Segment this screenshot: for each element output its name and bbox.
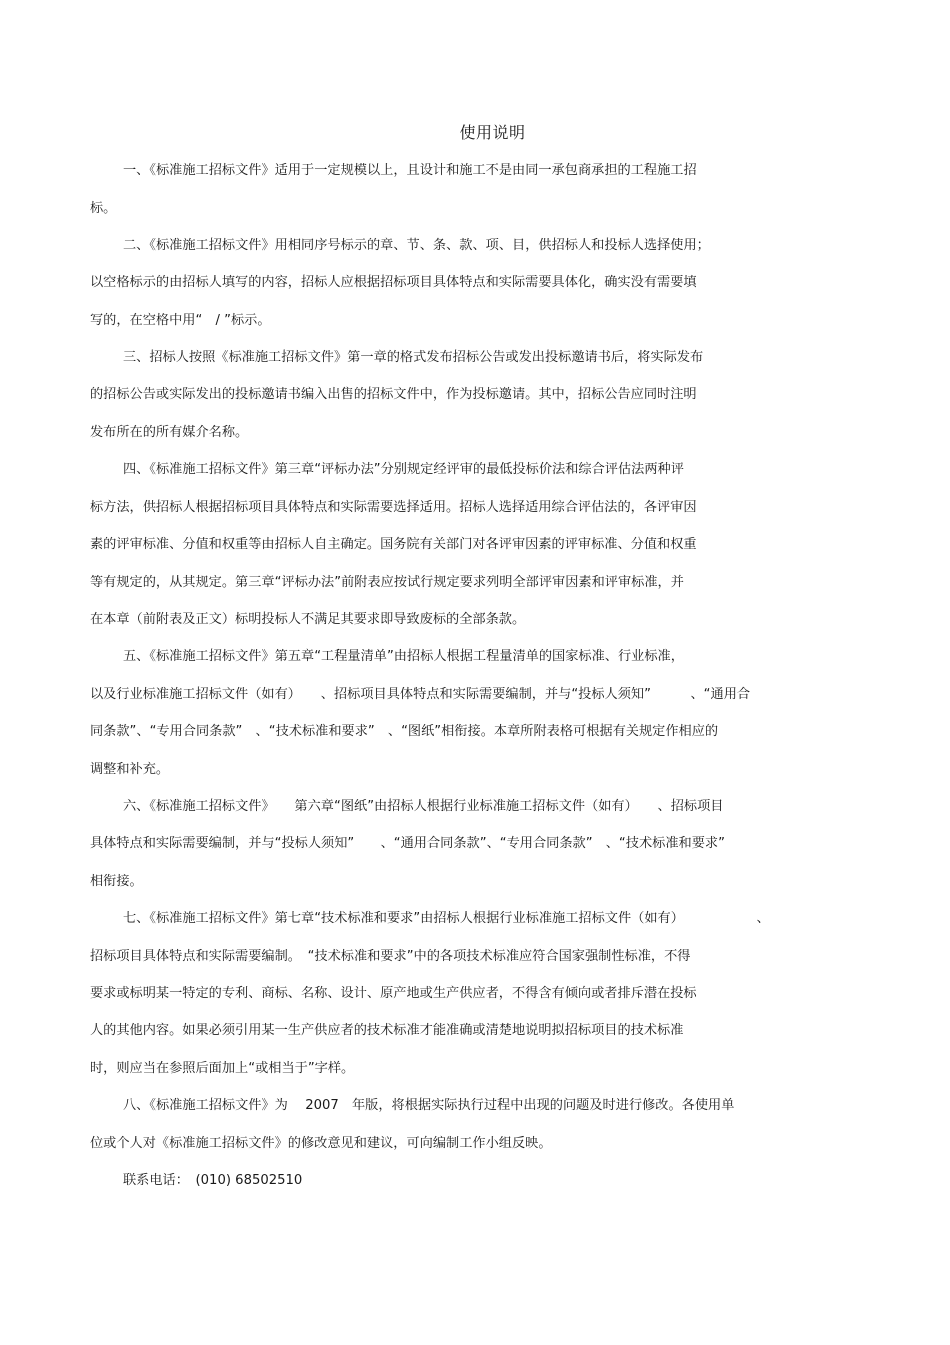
text-line: 的招标公告或实际发出的投标邀请书编入出售的招标文件中，作为投标邀请。其中，招标公告应同时注明 <box>90 387 697 402</box>
text-line: 写的，在空格中用“ / ”标示。 <box>90 313 271 328</box>
text-line: 标方法，供招标人根据招标项目具体特点和实际需要选择适用。招标人选择适用综合评估法的，各评审因 <box>90 500 697 515</box>
text-line: 联系电话： (010) 68502510 <box>123 1173 303 1188</box>
page-title: 使用说明 <box>459 123 526 142</box>
text-line: 等有规定的，从其规定。第三章“评标办法”前附表应按试行规定要求列明全部评审因素和评审标准，并 <box>90 575 684 590</box>
text-line: 人的其他内容。如果必须引用某一生产供应者的技术标准才能准确或清楚地说明拟招标项目的技术标准 <box>90 1023 684 1038</box>
text-line: 素的评审标准、分值和权重等由招标人自主确定。国务院有关部门对各评审因素的评审标准、分值和权重 <box>90 537 697 552</box>
text-line: 标。 <box>90 201 117 216</box>
text-line: 八、《标准施工招标文件》为 2007 年版，将根据实际执行过程中出现的问题及时进行修改。各使用单 <box>123 1098 735 1113</box>
text-line: 四、《标准施工招标文件》第三章“评标办法”分别规定经评审的最低投标价法和综合评估法两种评 <box>123 462 684 477</box>
text-line: 二、《标准施工招标文件》用相同序号标示的章、节、条、款、项、目，供招标人和投标人选择使用； <box>123 238 710 253</box>
text-line: 以空格标示的由招标人填写的内容，招标人应根据招标项目具体特点和实际需要具体化，确实没有需要填 <box>90 275 697 290</box>
text-line: 在本章（前附表及正文）标明投标人不满足其要求即导致废标的全部条款。 <box>90 612 526 627</box>
text-line: 具体特点和实际需要编制，并与“投标人须知” 、“通用合同条款”、“专用合同条款” 、“技术标准和要求” <box>90 836 725 851</box>
text-line: 一、《标准施工招标文件》适用于一定规模以上，且设计和施工不是由同一承包商承担的工程施工招 <box>123 163 697 178</box>
text-line: 调整和补充。 <box>90 762 170 777</box>
text-line: 位或个人对《标准施工招标文件》的修改意见和建议，可向编制工作小组反映。 <box>90 1136 552 1151</box>
text-line: 时，则应当在参照后面加上“或相当于”字样。 <box>90 1061 355 1076</box>
text-line: 五、《标准施工招标文件》第五章“工程量清单”由招标人根据工程量清单的国家标准、行业标准， <box>123 649 684 664</box>
text-line: 以及行业标准施工招标文件（如有） 、招标项目具体特点和实际需要编制，并与“投标人须知” 、“通用合 <box>90 687 751 702</box>
text-line: 相衔接。 <box>90 874 143 889</box>
text-line: 发布所在的所有媒介名称。 <box>90 425 249 440</box>
text-line: 七、《标准施工招标文件》第七章“技术标准和要求”由招标人根据行业标准施工招标文件（如有） 、 <box>123 911 770 926</box>
text-line: 三、招标人按照《标准施工招标文件》第一章的格式发布招标公告或发出投标邀请书后，将实际发布 <box>123 350 704 365</box>
text-line: 六、《标准施工招标文件》 第六章“图纸”由招标人根据行业标准施工招标文件（如有） 、招标项目 <box>123 799 724 814</box>
text-line: 同条款”、“专用合同条款” 、“技术标准和要求” 、“图纸”相衔接。本章所附表格可根据有关规定作相应的 <box>90 724 719 739</box>
text-line: 招标项目具体特点和实际需要编制。 “技术标准和要求”中的各项技术标准应符合国家强制性标准，不得 <box>90 949 691 964</box>
text-line: 要求或标明某一特定的专利、商标、名称、设计、原产地或生产供应者，不得含有倾向或者排斥潜在投标 <box>90 986 697 1001</box>
